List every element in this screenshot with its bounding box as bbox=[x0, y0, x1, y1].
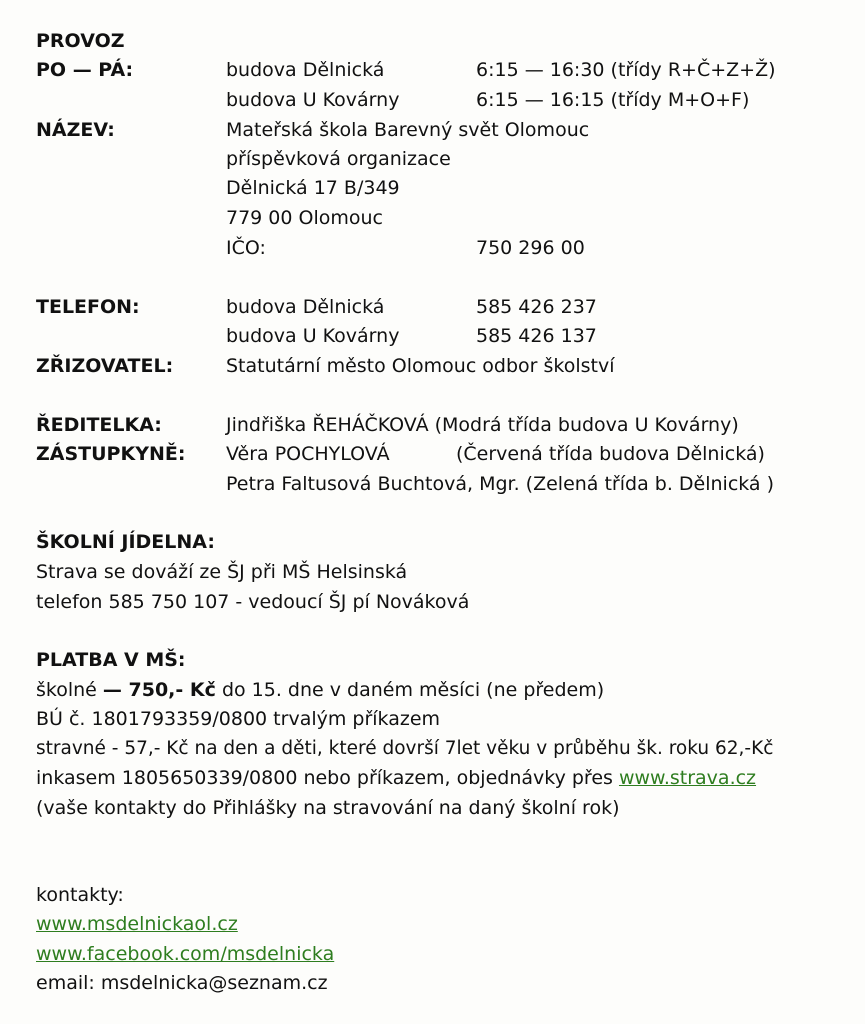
telefon-building-1: budova Dělnická bbox=[226, 296, 385, 318]
jidelna-line-1: Strava se dováží ze ŠJ při MŠ Helsinská bbox=[36, 561, 408, 583]
inkaso-prefix: inkasem 1805650339/0800 nebo příkazem, objednávky přes bbox=[36, 767, 613, 789]
website-link[interactable]: www.msdelnickaol.cz bbox=[36, 913, 238, 935]
skolne-prefix: školné bbox=[36, 679, 97, 701]
nazev-line-4: 779 00 Olomouc bbox=[226, 207, 384, 229]
provoz-days-label: PO — PÁ: bbox=[36, 59, 134, 81]
platba-heading: PLATBA V MŠ: bbox=[36, 649, 186, 671]
email-line: email: msdelnicka@seznam.cz bbox=[36, 972, 328, 994]
web-link-row bbox=[36, 912, 238, 936]
ico-value: 750 296 00 bbox=[476, 237, 585, 259]
telefon-number-1: 585 426 237 bbox=[476, 296, 597, 318]
jidelna-line-2: telefon 585 750 107 - vedoucí ŠJ pí Nováková bbox=[36, 591, 470, 613]
facebook-link-row bbox=[36, 942, 334, 966]
zrizovatel-label: ZŘIZOVATEL: bbox=[36, 355, 174, 377]
telefon-number-2: 585 426 137 bbox=[476, 325, 597, 347]
skolne-suffix: do 15. dne v daném měsíci (ne předem) bbox=[221, 679, 605, 701]
nazev-line-1: Mateřská škola Barevný svět Olomouc bbox=[226, 119, 590, 141]
zastupkyne-1-name: Věra POCHYLOVÁ bbox=[226, 443, 390, 465]
telefon-building-2: budova U Kovárny bbox=[226, 325, 400, 347]
reditelka-label: ŘEDITELKA: bbox=[36, 414, 162, 436]
provoz-heading: PROVOZ bbox=[36, 30, 125, 52]
provoz-hours-1: 6:15 — 16:30 (třídy R+Č+Z+Ž) bbox=[476, 59, 776, 81]
nazev-line-2: příspěvková organizace bbox=[226, 148, 451, 170]
provoz-building-2: budova U Kovárny bbox=[226, 89, 400, 111]
reditelka-value: Jindřiška ŘEHÁČKOVÁ (Modrá třída budova U Kovárny) bbox=[226, 414, 739, 436]
inkaso-line bbox=[36, 766, 756, 790]
skolne-line bbox=[36, 678, 604, 702]
zastupkyne-1-note: (Červená třída budova Dělnická) bbox=[456, 443, 765, 465]
jidelna-heading: ŠKOLNÍ JÍDELNA: bbox=[36, 531, 215, 553]
zastupkyne-2: Petra Faltusová Buchtová, Mgr. (Zelená třída b. Dělnická ) bbox=[226, 473, 775, 495]
nazev-line-3: Dělnická 17 B/349 bbox=[226, 177, 400, 199]
strava-link[interactable]: www.strava.cz bbox=[618, 767, 757, 789]
bu-line: BÚ č. 1801793359/0800 trvalým příkazem bbox=[36, 708, 441, 730]
ico-label: IČO: bbox=[226, 237, 266, 259]
skolne-amount: — 750,- Kč bbox=[102, 679, 216, 701]
kontakty-note: (vaše kontakty do Přihlášky na stravování na daný školní rok) bbox=[36, 797, 620, 819]
telefon-label: TELEFON: bbox=[36, 296, 140, 318]
facebook-link[interactable]: www.facebook.com/msdelnicka bbox=[36, 943, 335, 965]
zrizovatel-value: Statutární město Olomouc odbor školství bbox=[226, 355, 615, 377]
zastupkyne-label: ZÁSTUPKYNĚ: bbox=[36, 443, 186, 465]
nazev-label: NÁZEV: bbox=[36, 119, 115, 141]
stravne-line: stravné - 57,- Kč na den a děti, které dovrší 7let věku v průběhu šk. roku 62,-Kč bbox=[36, 738, 774, 759]
provoz-hours-2: 6:15 — 16:15 (třídy M+O+F) bbox=[476, 89, 750, 111]
provoz-building-1: budova Dělnická bbox=[226, 59, 385, 81]
kontakty-heading: kontakty: bbox=[36, 884, 124, 906]
